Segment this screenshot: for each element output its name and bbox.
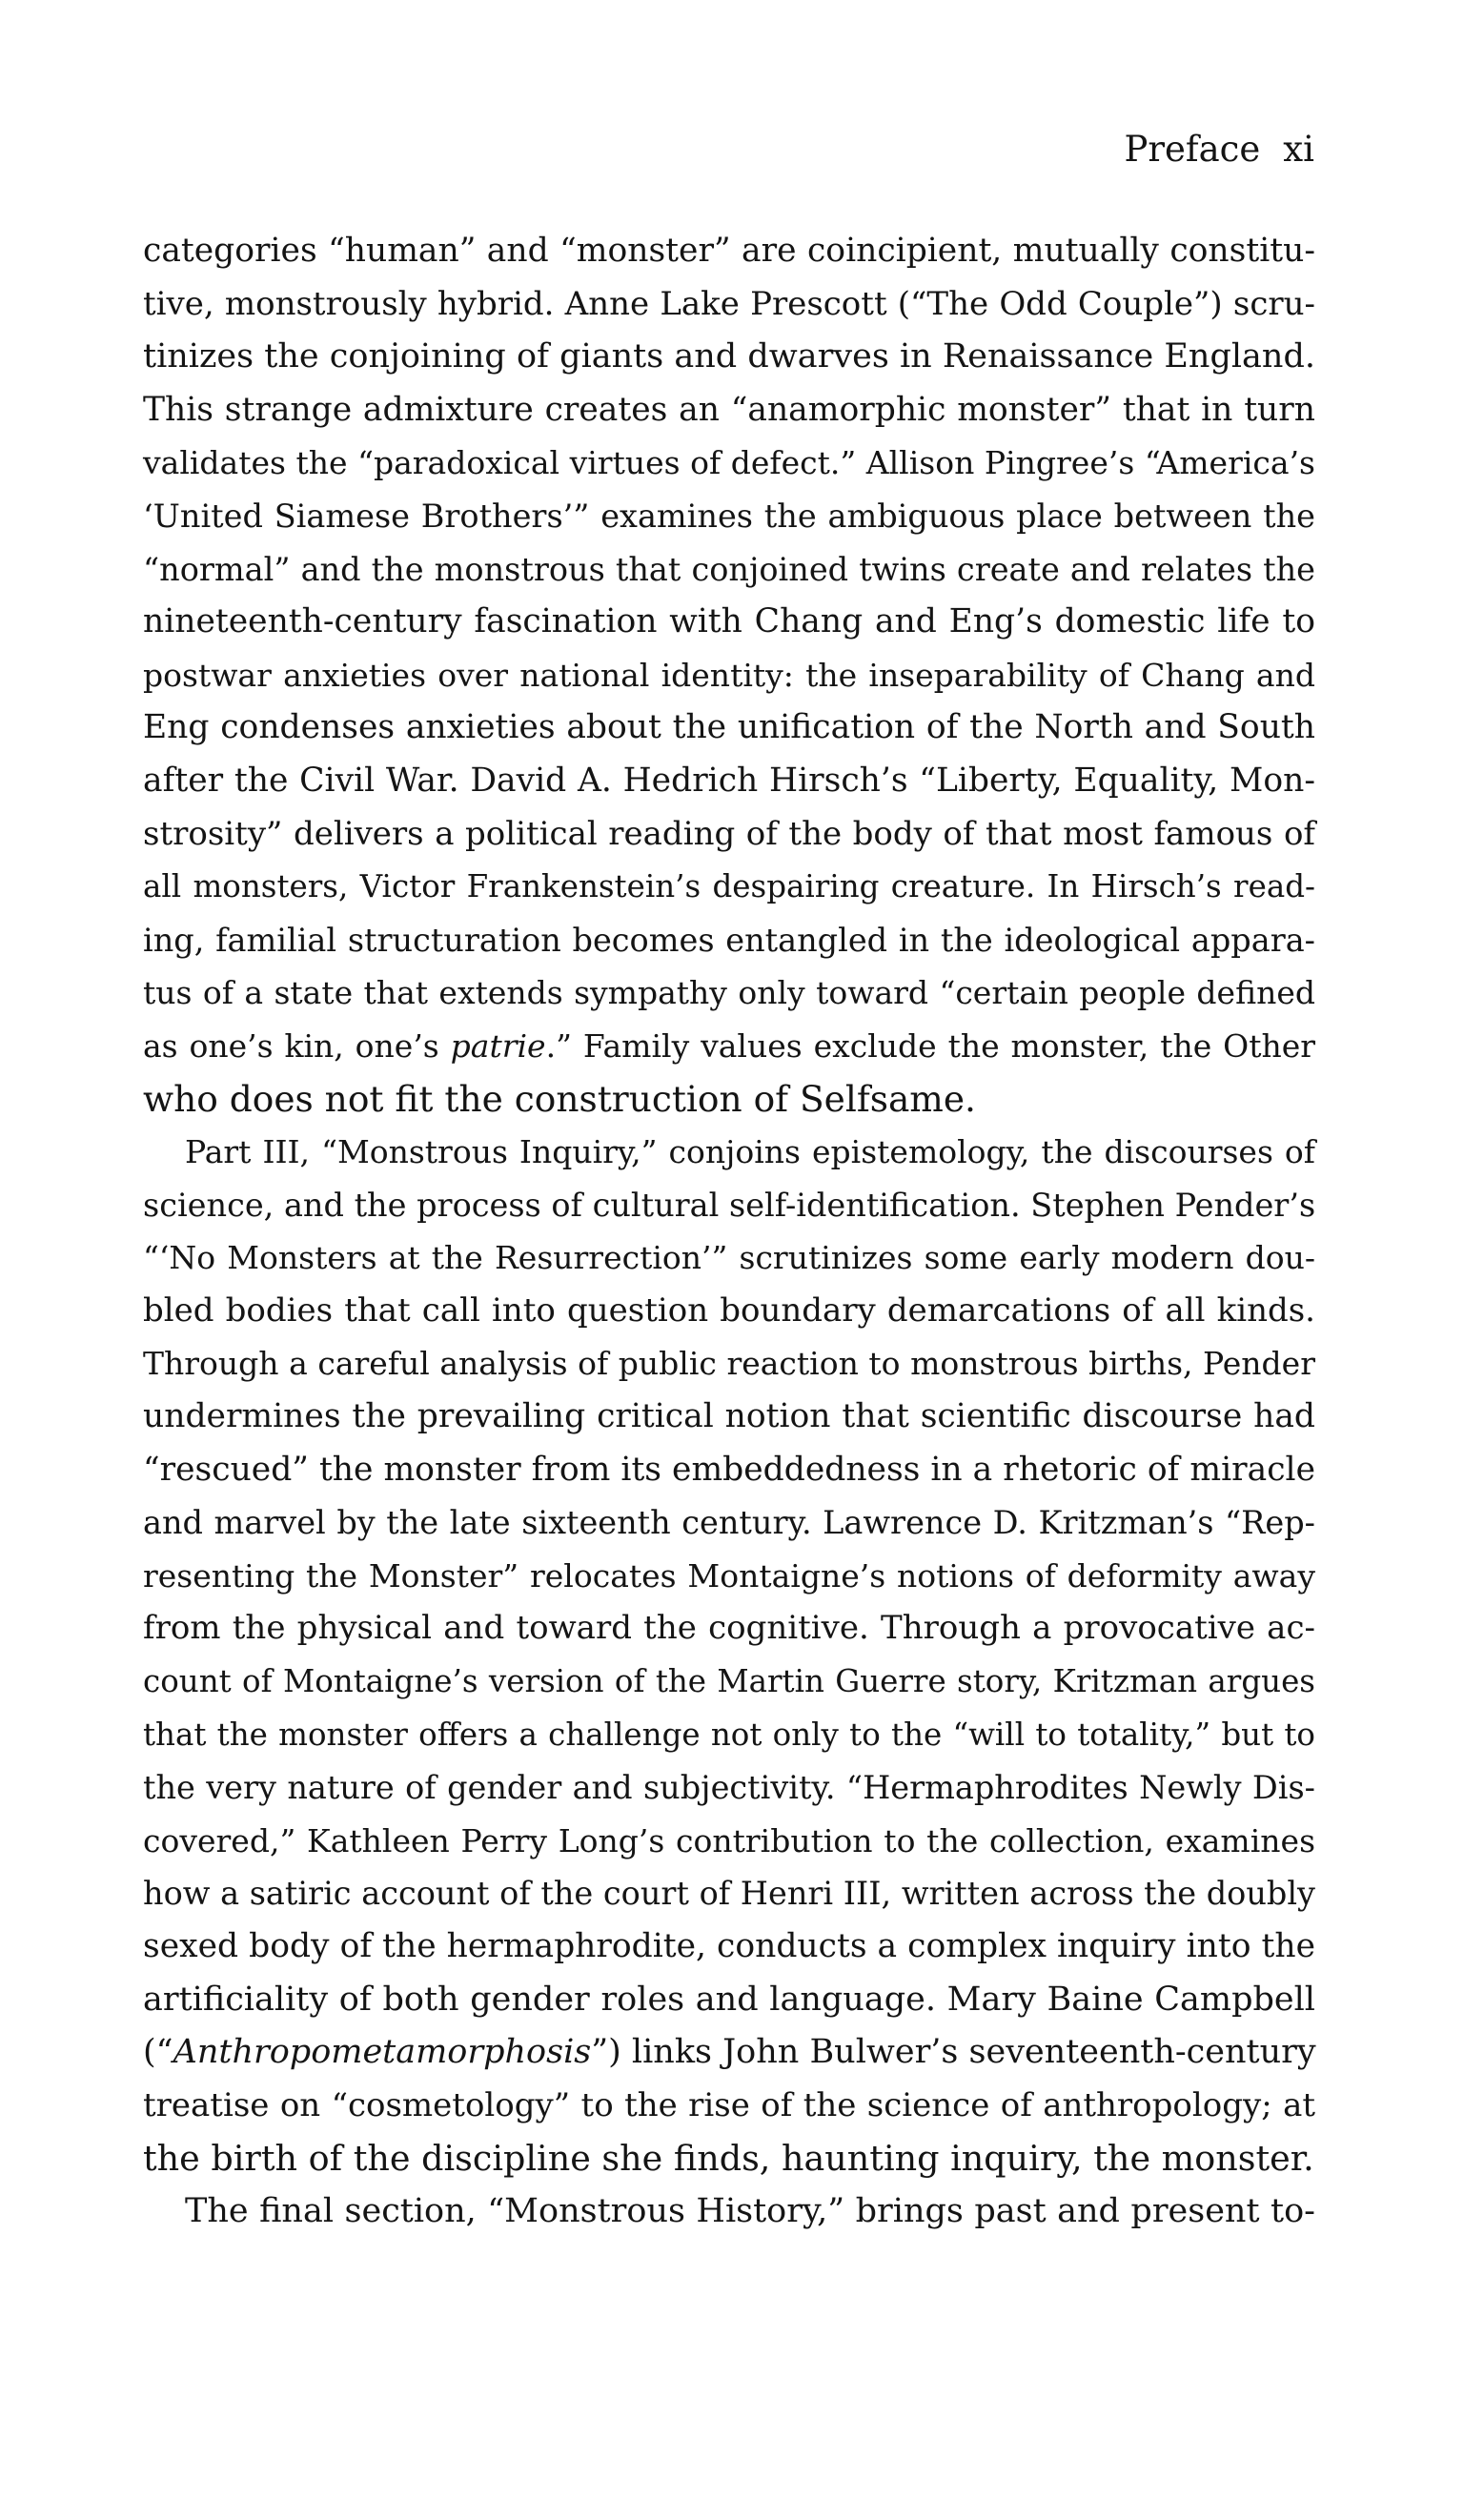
text-segment: undermines the prevailing critical notion that scientific discourse had [143, 1397, 1315, 1436]
text-line [143, 966, 1315, 1020]
paragraph [143, 225, 1315, 1126]
text-segment: bled bodies that call into question boundary demarcations of all kinds. [143, 1290, 1315, 1330]
text-segment: “rescued” the monster from its embeddedness in a rhetoric of miracle [143, 1450, 1315, 1489]
text-line [143, 1285, 1315, 1338]
text-segment: artificiality of both gender roles and language. Mary Baine Campbell [143, 1980, 1315, 2019]
text-segment: ing, familial structuration becomes entangled in the ideological appara- [143, 921, 1315, 959]
text-line [143, 1496, 1315, 1550]
paragraph [143, 2185, 1315, 2239]
body-text [143, 225, 1315, 2239]
text-line [143, 649, 1315, 702]
text-line [143, 331, 1315, 384]
text-line [143, 225, 1315, 278]
text-line [143, 1391, 1315, 1444]
text-segment: nineteenth-century fascination with Chang and Eng’s domestic life to [143, 602, 1315, 641]
text-line [143, 701, 1315, 755]
text-line [143, 1974, 1315, 2027]
text-line [143, 1231, 1315, 1285]
text-segment: treatise on “cosmetology” to the rise of the science of anthropology; at [143, 2085, 1315, 2124]
text-segment: sexed body of the hermaphrodite, conducts a complex inquiry into the [143, 1927, 1315, 1965]
text-segment: science, and the process of cultural self-identification. Stephen Pender’s [143, 1186, 1316, 1224]
text-line [143, 1709, 1315, 1762]
text-segment: resenting the Monster” relocates Montaigne’s notions of deformity away [143, 1556, 1315, 1595]
text-segment: count of Montaigne’s version of the Martin Guerre story, Kritzman argues [143, 1663, 1315, 1700]
text-line [143, 861, 1315, 914]
text-line [143, 2185, 1315, 2239]
text-segment: validates the “paradoxical virtues of defect.” Allison Pingree’s “America’s [143, 444, 1315, 482]
text-line [143, 490, 1315, 543]
text-line [143, 755, 1315, 808]
text-line [143, 2026, 1315, 2080]
text-segment: The final section, “Monstrous History,” brings past and present to- [185, 2191, 1315, 2230]
text-segment: and marvel by the late sixteenth century. Lawrence D. Kritzman’s “Rep- [143, 1504, 1315, 1542]
text-line [143, 1444, 1315, 1497]
text-line [143, 2080, 1315, 2133]
text-segment: that the monster offers a challenge not only to the “will to totality,” but to [143, 1716, 1315, 1753]
text-segment: as one’s kin, one’s [143, 1026, 451, 1065]
text-line [143, 543, 1315, 597]
italic-text: patrie [450, 1026, 546, 1065]
text-segment: “normal” and the monstrous that conjoined twins create and relates the [143, 550, 1315, 588]
text-segment: from the physical and toward the cognitive. Through a provocative ac- [143, 1609, 1315, 1648]
text-line [143, 1020, 1315, 1073]
text-segment: Part III, “Monstrous Inquiry,” conjoins epistemology, the discourses of [185, 1133, 1315, 1171]
text-line [143, 1126, 1315, 1179]
text-segment: (“ [143, 2033, 173, 2072]
text-segment: how a satiric account of the court of Henri III, written across the doubly [143, 1875, 1315, 1913]
text-line [143, 1179, 1315, 1232]
text-segment: tive, monstrously hybrid. Anne Lake Prescott (“The Odd Couple”) scru- [143, 284, 1315, 323]
text-line [143, 384, 1315, 437]
text-segment: after the Civil War. David A. Hedrich Hirsch’s “Liberty, Equality, Mon- [143, 761, 1315, 800]
running-head [1124, 129, 1314, 170]
text-segment: ”) links John Bulwer’s seventeenth-century [591, 2033, 1316, 2072]
text-line [143, 1602, 1315, 1656]
text-segment: who does not fit the construction of Selfsame. [143, 1077, 976, 1120]
text-segment: tinizes the conjoining of giants and dwarves in Renaissance England. [143, 337, 1315, 376]
text-segment: .” Family values exclude the monster, the Other [545, 1026, 1316, 1065]
text-segment: Through a careful analysis of public reaction to monstrous births, Pender [143, 1345, 1315, 1383]
text-segment: the very nature of gender and subjectivity. “Hermaphrodites Newly Dis- [143, 1769, 1315, 1807]
italic-text: Anthropometamorphosis [173, 2033, 592, 2072]
text-segment: Eng condenses anxieties about the unification of the North and South [143, 708, 1315, 747]
text-segment: ‘United Siamese Brothers’” examines the ambiguous place between the [143, 497, 1315, 535]
text-segment: covered,” Kathleen Perry Long’s contribution to the collection, examines [143, 1821, 1315, 1859]
text-segment: postwar anxieties over national identity: the inseparability of Chang and [143, 656, 1315, 694]
text-line [143, 596, 1315, 649]
text-segment: “‘No Monsters at the Resurrection’” scrutinizes some early modern dou- [143, 1239, 1315, 1277]
text-segment: categories “human” and “monster” are coincipient, mutually constitu- [143, 232, 1315, 270]
text-segment: the birth of the discipline she finds, haunting inquiry, the monster. [143, 2138, 1314, 2180]
text-segment: all monsters, Victor Frankenstein’s despairing creature. In Hirsch’s read- [143, 868, 1315, 905]
text-segment: strosity” delivers a political reading of the body of that most famous of [143, 814, 1315, 853]
text-segment: tus of a state that extends sympathy only toward “certain people defined [143, 974, 1315, 1012]
text-line [143, 1867, 1315, 1920]
text-line [143, 278, 1315, 332]
text-line [143, 1761, 1315, 1815]
text-line [143, 1073, 1315, 1127]
page-number: xi [1283, 129, 1314, 170]
text-segment: This strange admixture creates an “anamorphic monster” that in turn [143, 390, 1315, 429]
text-line [143, 437, 1315, 490]
text-line [143, 1920, 1315, 1974]
text-line [143, 1550, 1315, 1603]
text-line [143, 1815, 1315, 1868]
text-line [143, 1337, 1315, 1391]
text-line [143, 914, 1315, 967]
text-line [143, 2132, 1315, 2185]
text-line [143, 1656, 1315, 1709]
running-head-title: Preface [1124, 129, 1261, 170]
paragraph [143, 1126, 1315, 2185]
text-line [143, 808, 1315, 862]
